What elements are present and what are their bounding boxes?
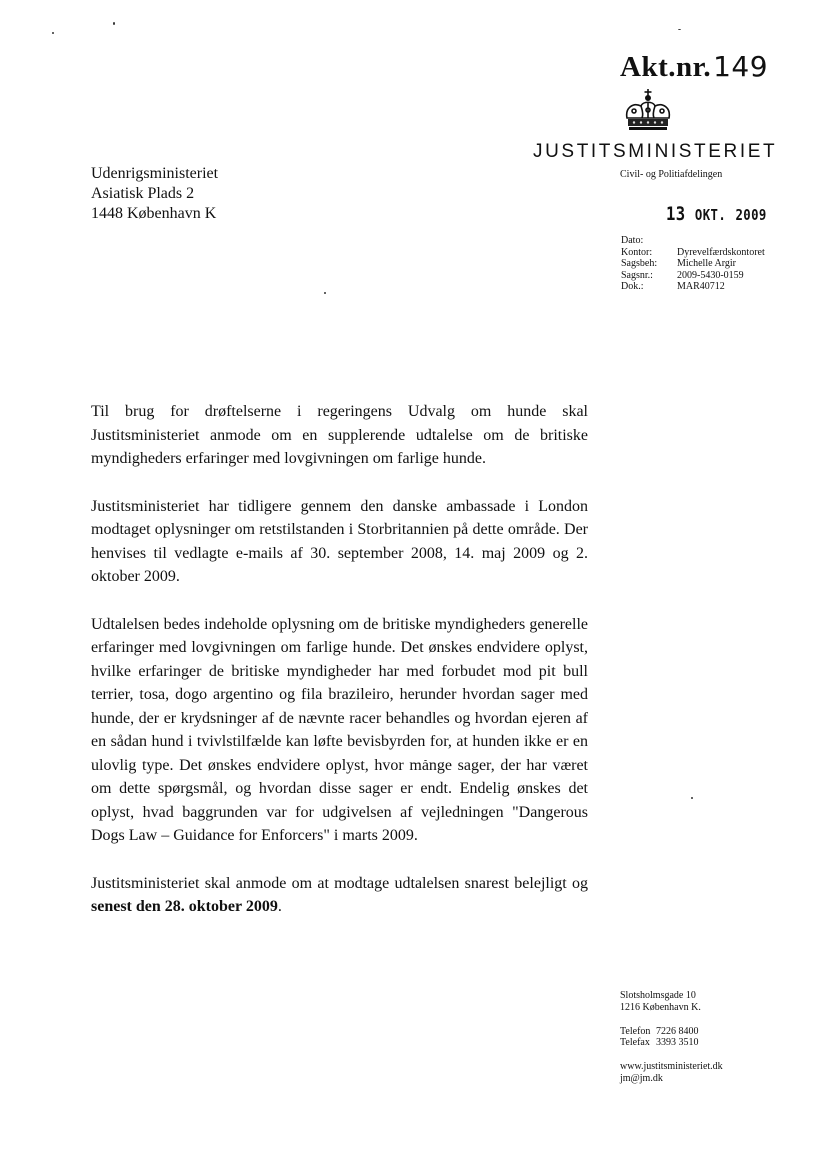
fax-label: Telefax bbox=[620, 1037, 650, 1049]
contact-fax bbox=[620, 1037, 723, 1049]
meta-row bbox=[621, 247, 765, 259]
meta-label: Kontor: bbox=[621, 246, 653, 258]
case-metadata bbox=[621, 235, 765, 293]
contact-phone bbox=[620, 1026, 723, 1038]
phone-label: Telefon bbox=[620, 1025, 651, 1037]
contact-email: jm@jm.dk bbox=[620, 1072, 663, 1084]
letter-body bbox=[91, 400, 588, 919]
meta-value: Michelle Argir bbox=[677, 258, 736, 269]
scan-speck bbox=[113, 22, 115, 25]
scan-speck bbox=[52, 32, 54, 34]
body-paragraph: Udtalelsen bedes indeholde oplysning om de britiske myndigheders generelle erfaringer med lovgivningen om farlige hunde. Det ønskes endvidere oplyst, hvilke erfaringer de britiske myndigheder har med forbudet mod pit bull terrier, tosa, dogo argentino og fila brazileiro, herunder hvordan sager med hunde, der er krydsninger af de nævnte racer behandles og hvordan ejeren af en sådan hund i tvivlstilfælde kan løfte bevisbyrden for, at hunden ikke er en ulovlig type. Det ønskes endvidere oplyst, hvor mange sager, der har været om dette spørgsmål, og hvordan disse sager er endt. Endelig ønskes det oplyst, hvad baggrunden var for udgivelsen af vejledningen "Dangerous Dogs Law – Guidance for Enforcers" i marts 2009. bbox=[91, 615, 588, 844]
date-month: OKT. bbox=[694, 206, 727, 224]
meta-row bbox=[621, 258, 765, 270]
recipient-street: Asiatisk Plads 2 bbox=[91, 185, 195, 202]
deadline-text: Justitsministeriet skal anmode om at modtage udtalelsen snarest belejligt og bbox=[91, 874, 588, 892]
meta-label: Sagsbeh: bbox=[621, 258, 658, 269]
date-day: 13 bbox=[666, 203, 686, 225]
deadline-end: . bbox=[277, 898, 282, 915]
body-paragraph: Til brug for drøftelserne i regeringens Udvalg om hunde skal Justitsministeriet anmode om en supplerende udtalelse om de britiske myndigheders erfaringer med lovgivningen om farlige hunde. bbox=[91, 403, 588, 467]
recipient-address bbox=[91, 164, 218, 224]
meta-value: Dyrevelfærdskontoret bbox=[677, 246, 765, 258]
contact-city: 1216 København K. bbox=[620, 1001, 701, 1013]
deadline-date: senest den 28. oktober 2009 bbox=[91, 898, 278, 915]
scan-speck bbox=[678, 29, 681, 30]
contact-website: www.justitsministeriet.dk bbox=[620, 1061, 723, 1073]
phone-number: 7226 8400 bbox=[656, 1025, 699, 1037]
recipient-name: Udenrigsministeriet bbox=[91, 165, 219, 182]
ministry-contact bbox=[620, 990, 723, 1085]
deadline-paragraph bbox=[91, 872, 588, 919]
meta-value: MAR40712 bbox=[677, 281, 725, 292]
scan-speck bbox=[324, 292, 326, 294]
meta-label: Dok.: bbox=[621, 281, 644, 292]
meta-row bbox=[621, 281, 765, 293]
meta-label: Dato: bbox=[621, 235, 644, 246]
meta-value: 2009-5430-0159 bbox=[677, 269, 744, 281]
meta-row bbox=[621, 270, 765, 282]
stamp-label: Akt.nr. bbox=[620, 51, 712, 83]
date-year: 2009 bbox=[735, 206, 767, 224]
ministry-name: JUSTITSMINISTERIET bbox=[533, 141, 778, 162]
date-stamp bbox=[666, 203, 767, 225]
body-paragraph: Justitsministeriet har tidligere gennem den danske ambassade i London modtaget oplysninger om retstilstanden i Storbritannien på dette område. Der henvises til vedlagte e-mails af 30. september 2008, 14. maj 2009 og 2. oktober 2009. bbox=[91, 497, 588, 585]
royal-crown-icon bbox=[621, 88, 675, 134]
scan-speck bbox=[691, 797, 693, 799]
meta-label: Sagsnr.: bbox=[621, 269, 653, 281]
division-name: Civil- og Politiafdelingen bbox=[620, 169, 723, 180]
handwritten-case-number: 149 bbox=[713, 50, 769, 83]
case-number-stamp bbox=[620, 50, 768, 84]
meta-row bbox=[621, 235, 765, 247]
fax-number: 3393 3510 bbox=[656, 1037, 699, 1049]
contact-street: Slotsholmsgade 10 bbox=[620, 990, 696, 1001]
recipient-city: 1448 København K bbox=[91, 205, 217, 222]
